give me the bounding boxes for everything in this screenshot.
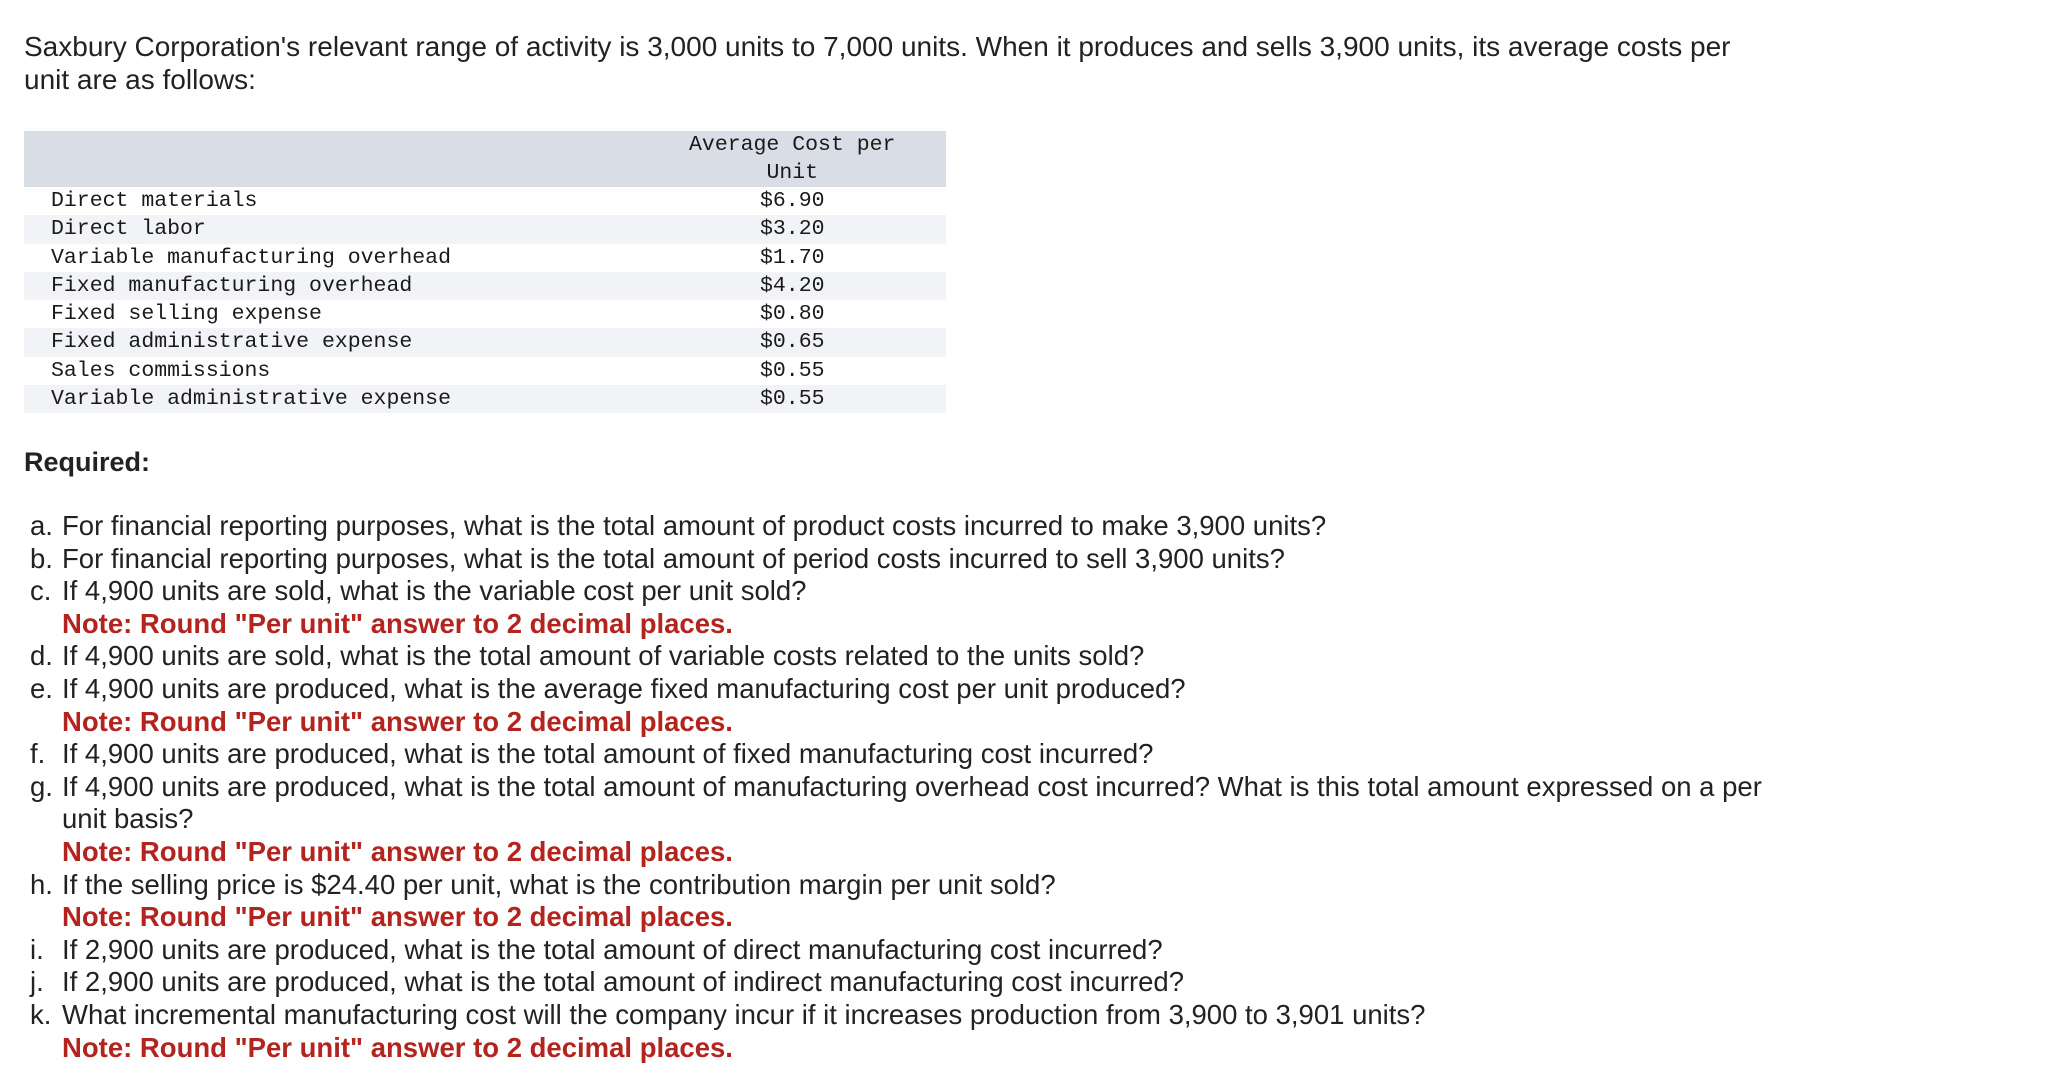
question-c [30,575,1770,608]
question-text: If the selling price is $24.40 per unit, what is the contribution margin per unit sold? [62,868,1056,900]
question-letter: g. [30,770,53,802]
table-header-row [24,131,946,187]
rounding-note: Note: Round "Per unit" answer to 2 decimal places. [62,901,733,933]
question-letter: h. [30,868,53,900]
cost-label: Variable administrative expense [24,385,638,413]
question-letter: j. [30,966,44,998]
table-header-blank [24,131,638,187]
cost-value: $0.65 [638,328,946,356]
table-row [24,300,946,328]
question-b [30,543,1770,576]
question-letter: e. [30,672,53,704]
cost-value: $3.20 [638,215,946,243]
question-i [30,934,1770,967]
cost-table [24,131,946,413]
table-row [24,215,946,243]
column-header-line1: Average Cost per [689,133,896,157]
question-j [30,966,1770,999]
question-g [30,771,1770,836]
cost-value: $6.90 [759,189,825,213]
rounding-note: Note: Round "Per unit" answer to 2 decimal places. [62,705,733,737]
rounding-note: Note: Round "Per unit" answer to 2 decimal places. [62,607,733,639]
question-text: If 4,900 units are produced, what is the average fixed manufacturing cost per unit produced? [62,672,1186,704]
cost-label: Variable manufacturing overhead [51,245,451,270]
question-list [30,510,1770,1064]
cost-label: Fixed administrative expense [24,328,638,356]
question-letter: b. [30,542,53,574]
question-d [30,640,1770,673]
question-letter: a. [30,510,53,541]
question-a [30,510,1770,543]
question-f [30,738,1770,771]
cost-label: Direct labor [24,215,638,243]
question-text: If 2,900 units are produced, what is the total amount of indirect manufacturing cost incurred? [62,966,1185,998]
rounding-note: Note: Round "Per unit" answer to 2 decimal places. [62,835,733,867]
column-header-average-cost [638,131,946,187]
question-text: If 2,900 units are produced, what is the total amount of direct manufacturing cost incurred? [62,933,1163,965]
question-text: If 4,900 units are produced, what is the total amount of manufacturing overhead cost incurred? What is this total amount expressed on a per unit basis? [62,770,1762,835]
question-k [30,999,1770,1032]
table-row [24,385,946,413]
table-row [24,357,946,385]
question-text: For financial reporting purposes, what is the total amount of product costs incurred to make 3,900 units? [62,510,1327,541]
cost-label: Fixed manufacturing overhead [24,272,638,300]
question-h [30,869,1770,902]
question-letter: f. [30,738,46,770]
problem-intro: Saxbury Corporation's relevant range of activity is 3,000 units to 7,000 units. When it produces and sells 3,900 units, its average costs per unit are as follows: [24,31,1731,95]
cost-label: Sales commissions [51,358,271,383]
question-text: For financial reporting purposes, what is the total amount of period costs incurred to sell 3,900 units? [62,542,1285,574]
question-e [30,673,1770,706]
cost-value: $0.80 [759,302,825,327]
cost-value: $0.55 [759,358,825,383]
rounding-note: Note: Round "Per unit" answer to 2 decimal places. [62,1031,733,1063]
cost-label: Fixed selling expense [51,302,322,327]
required-heading: Required: [24,447,151,477]
question-letter: i. [30,933,44,965]
cost-value: $0.55 [638,385,946,413]
question-text: If 4,900 units are sold, what is the total amount of variable costs related to the units sold? [62,640,1145,672]
question-letter: c. [30,575,52,607]
cost-value: $1.70 [759,245,825,270]
column-header-line2: Unit [766,161,819,185]
cost-value: $4.20 [638,272,946,300]
cost-label: Direct materials [51,189,258,213]
question-text: What incremental manufacturing cost will the company incur if it increases production from 3,900 to 3,901 units? [62,998,1426,1030]
question-letter: d. [30,640,53,672]
table-row [24,244,946,272]
question-text: If 4,900 units are produced, what is the total amount of fixed manufacturing cost incurred? [62,738,1154,770]
table-row [24,272,946,300]
table-row [24,328,946,356]
question-letter: k. [30,998,52,1030]
question-text: If 4,900 units are sold, what is the variable cost per unit sold? [62,575,807,607]
table-row [24,187,946,215]
